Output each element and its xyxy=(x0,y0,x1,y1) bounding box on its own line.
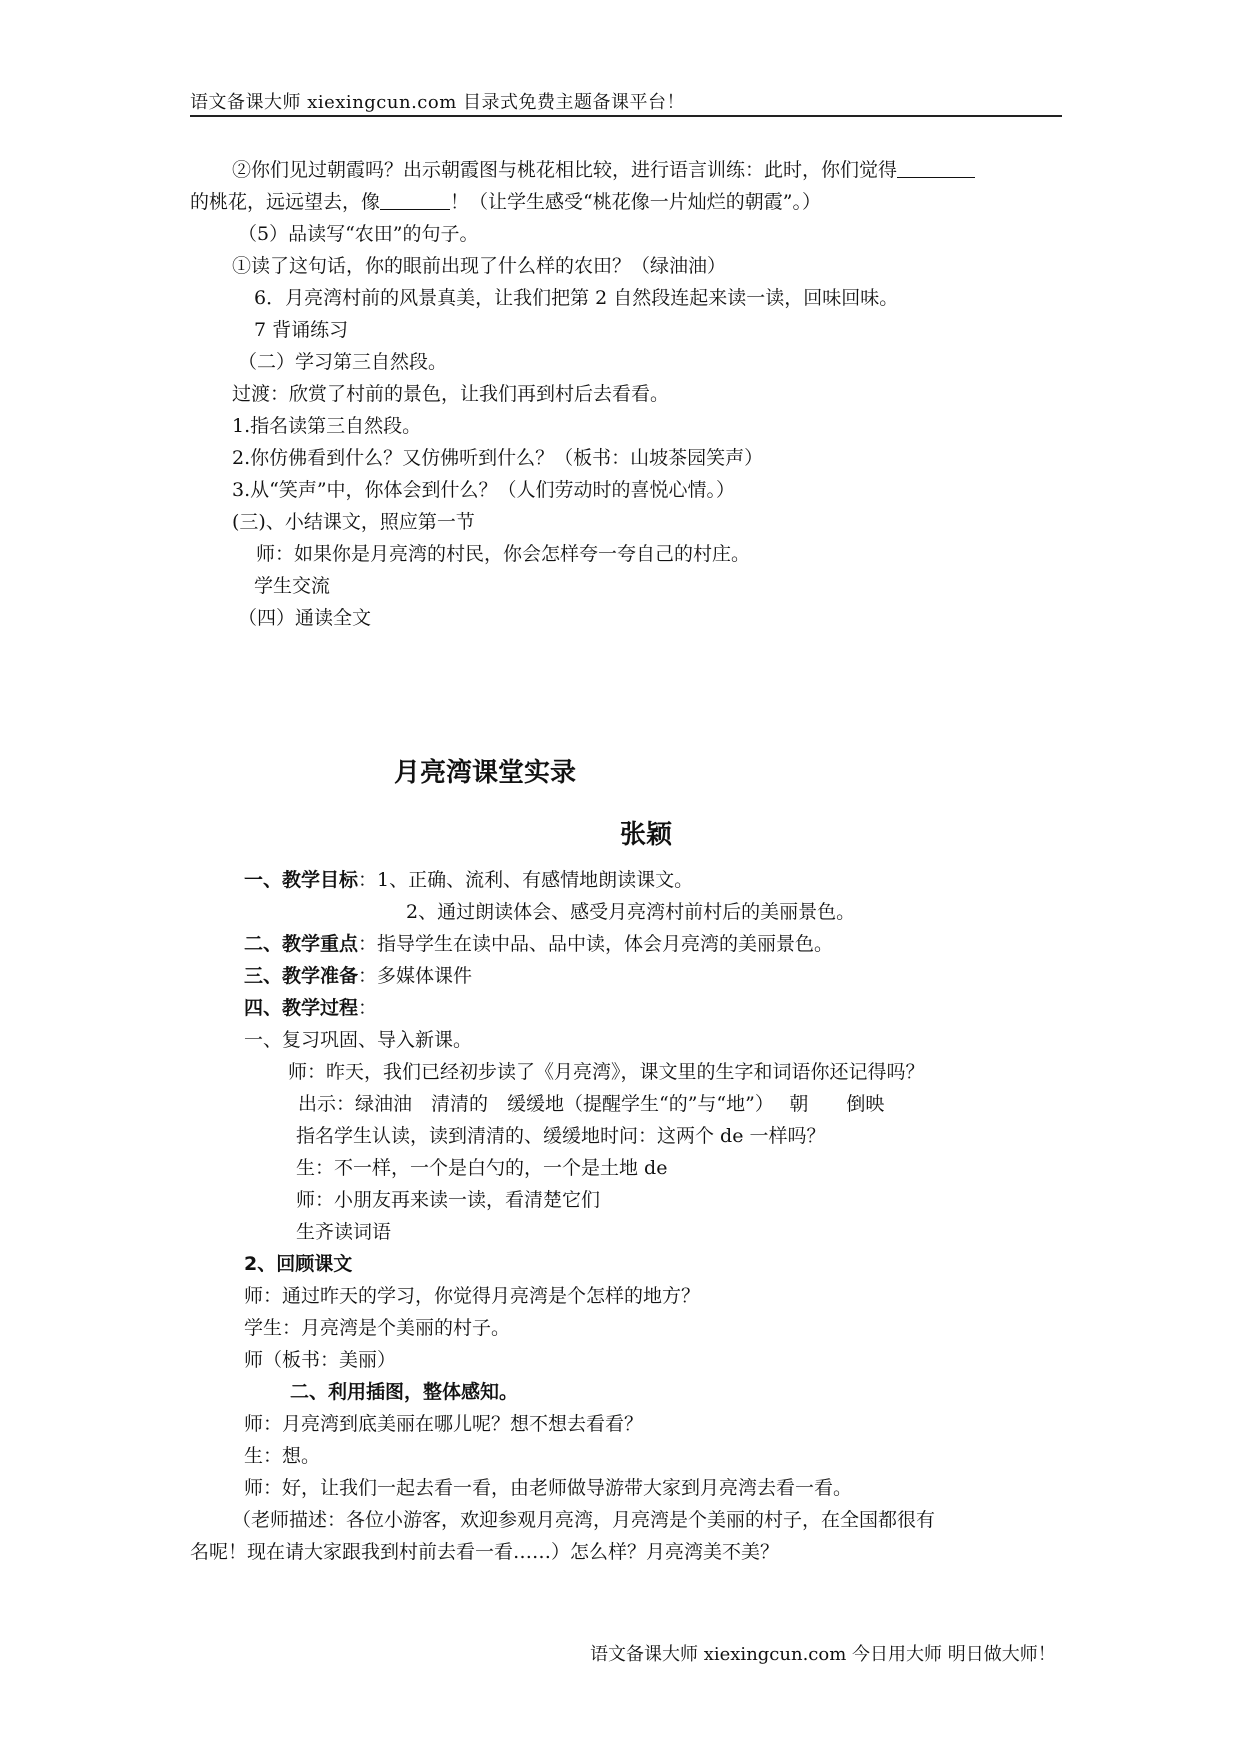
review-line: 学生：月亮湾是个美丽的村子。 xyxy=(244,1317,511,1339)
exercise-line-2 xyxy=(190,190,821,214)
objective-line-2: 2、通过朗读体会、感受月亮湾村前村后的美丽景色。 xyxy=(406,901,856,923)
document-title: 月亮湾课堂实录 xyxy=(394,758,577,788)
text-line: 过渡：欣赏了村前的景色，让我们再到村后去看看。 xyxy=(232,383,670,405)
section2-line: 师：月亮湾到底美丽在哪儿呢？想不想去看看？ xyxy=(244,1413,644,1435)
page-footer: 语文备课大师 xiexingcun.com 今日用大师 明日做大师！ xyxy=(590,1644,1056,1665)
section2-line: 生：想。 xyxy=(244,1445,321,1467)
process-label: 四、教学过程 xyxy=(244,997,359,1019)
process-heading-line xyxy=(244,996,377,1020)
text-line: (三)、小结课文，照应第一节 xyxy=(232,511,475,533)
page-header: 语文备课大师 xiexingcun.com 目录式免费主题备课平台！ xyxy=(190,92,686,113)
text-line: 2.你仿佛看到什么？又仿佛听到什么？（板书：山坡茶园笑声） xyxy=(232,447,764,469)
header-divider xyxy=(190,115,1062,117)
fill-blank-2 xyxy=(380,191,450,210)
preparation-line xyxy=(244,964,472,988)
process-line: 指名学生认读，读到清清的、缓缓地时问：这两个 de 一样吗？ xyxy=(296,1125,826,1147)
text-line: 7 背诵练习 xyxy=(254,319,349,341)
process-line: 一、复习巩固、导入新课。 xyxy=(244,1029,473,1051)
key-point-label: 二、教学重点 xyxy=(244,933,359,955)
key-point-line xyxy=(244,932,833,956)
text-line: （5）品读写“农田”的句子。 xyxy=(238,223,479,245)
key-point-text: ：指导学生在读中品、品中读，体会月亮湾的美丽景色。 xyxy=(358,933,834,955)
fill-blank-1 xyxy=(897,159,975,178)
preparation-text: ：多媒体课件 xyxy=(358,965,473,987)
text-line: ①读了这句话，你的眼前出现了什么样的农田？（绿油油） xyxy=(232,255,727,277)
text-line: 3.从“笑声”中，你体会到什么？（人们劳动时的喜悦心情。） xyxy=(232,479,736,501)
text-line: （四）通读全文 xyxy=(238,607,372,629)
text-line: 师：如果你是月亮湾的村民，你会怎样夸一夸自己的村庄。 xyxy=(256,543,751,565)
text-line: 6．月亮湾村前的风景真美，让我们把第 2 自然段连起来读一读，回味回味。 xyxy=(254,287,899,309)
process-line: 生齐读词语 xyxy=(296,1221,392,1243)
section2-line: 师：好，让我们一起去看一看，由老师做导游带大家到月亮湾去看一看。 xyxy=(244,1477,853,1499)
exercise-line-1-text: ②你们见过朝霞吗？出示朝霞图与桃花相比较，进行语言训练：此时，你们觉得 xyxy=(232,159,898,181)
review-line: 师（板书：美丽） xyxy=(244,1349,397,1371)
text-line: （二）学习第三自然段。 xyxy=(238,351,448,373)
objective-line-1 xyxy=(244,868,693,892)
text-line: 1.指名读第三自然段。 xyxy=(232,415,422,437)
preparation-label: 三、教学准备 xyxy=(244,965,359,987)
review-heading: 2、回顾课文 xyxy=(244,1253,353,1275)
author-name: 张颖 xyxy=(620,820,673,850)
review-line: 师：通过昨天的学习，你觉得月亮湾是个怎样的地方？ xyxy=(244,1285,701,1307)
section2-heading: 二、利用插图，整体感知。 xyxy=(290,1381,519,1403)
exercise-line-2-text-b: ！（让学生感受“桃花像一片灿烂的朝霞”。） xyxy=(450,191,821,213)
section2-line: 名呢！现在请大家跟我到村前去看一看……）怎么样？月亮湾美不美？ xyxy=(190,1541,780,1563)
exercise-line-1 xyxy=(232,158,975,182)
objective-label: 一、教学目标 xyxy=(244,869,359,891)
process-line: 师：昨天，我们已经初步读了《月亮湾》，课文里的生字和词语你还记得吗？ xyxy=(288,1061,925,1083)
process-colon: ： xyxy=(358,997,378,1019)
objective-text: ：1、正确、流利、有感情地朗读课文。 xyxy=(358,869,694,891)
process-line: 师：小朋友再来读一读，看清楚它们 xyxy=(296,1189,601,1211)
process-line: 出示：绿油油 清清的 缓缓地（提醒学生“的”与“地”） 朝 倒映 xyxy=(298,1093,885,1115)
process-line: 生：不一样，一个是白勺的，一个是土地 de xyxy=(296,1157,668,1179)
exercise-line-2-text-a: 的桃花，远远望去，像 xyxy=(190,191,381,213)
text-line: 学生交流 xyxy=(254,575,331,597)
section2-line: （老师描述：各位小游客，欢迎参观月亮湾，月亮湾是个美丽的村子，在全国都很有 xyxy=(232,1509,936,1531)
